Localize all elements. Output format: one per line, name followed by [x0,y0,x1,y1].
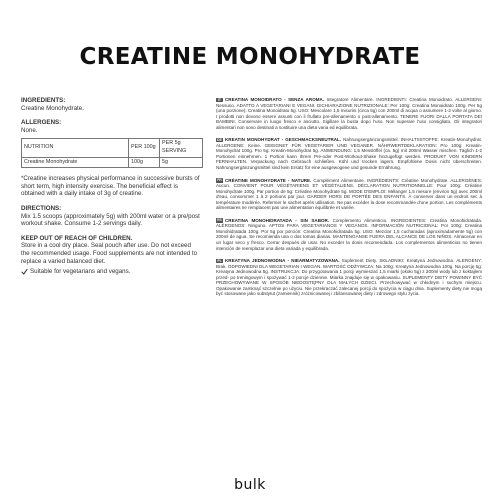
language-code-badge: ES [217,218,222,223]
table-header-cell: PER 5g SERVING [160,139,203,157]
section-heading: CREATINA MONOHIDRATADA - SIN SABOR. [225,217,330,223]
section-text: Suplement Diety. SKŁADNIKI: Kreatyna Jednowodna. ALERGENY: Brak. ODPOWIEDNI DLA WEGETARIAN I WEGAN. WARTOŚĆ ODŻYWCZA: Na 100g: Kreatyna Jednowodna 100g. Na porcję 5g: Kreatyna Jednowodna 5g. INSTRUKCJA: Do przygotowania 1 porcji wymieszać 1,5 miarki (około 5g) z 200ml wody lub z koktajlem przed- po treningowym i spożywać 1-2 porcje dziennie. Miarka znajduje się w opakowaniu. SUPLEMENTY DIETY POWINNY BYĆ PRZECHOWYWANE W SPOSÓB NIEDOSTĘPNY DLA MAŁYCH DZIECI. Przechowywać w chłodnym i suchym miejscu. Opakowanie zamknąć szczelnie po użyciu. Nie przekraczać zalecanej porcji do spożycia w ciągu dnia. Suplementy diety nie mogą być stosowane jako substytut (zamiennik) zróżnicowanej i zbilansowanej diety i zdrowego stylu życia. [216,258,482,297]
language-code-badge: IT [217,97,221,102]
warning-heading: KEEP OUT OF REACH OF CHILDREN. [21,234,133,242]
creatine-claim-text: *Creatine increases physical performance in successive bursts of short term, high intensity exercise. The beneficial effect is obtained with a daily intake of 3g of creatine. [21,175,200,198]
section-heading: CREATINA MONOIDRATO - SENZA AROMA. [225,97,325,102]
directions-heading: DIRECTIONS: [21,204,62,212]
section-text: Integratore Alimentare. INGREDIENTI: Creatina Monoidrato. ALLERGENI: Nessuno. ADATTO A VEGETARIANI E VEGANI. DICHIARAZIONE NUTRIZIONALE: Per 100g: Creatina Monoidrato 100g. Per 5g (una porzione): Creatina Monoidrato 5g. USO: Mescolare 1,5 misurini (circa 5g) con 200ml di acqua o assumere 1-2 volte al giorno. I prodotti non devono essere assunti con il frullato pre-allenamento o post-allenamento. TENERE FUORI DALLA PORTATA DEI BAMBINI. Conservare in luogo fresco e asciutto. Sigillare la busta dopo l'uso. Non superare l'uso consigliato. Gli integratori alimentari non sono destinati a sostituire una dieta varia ed equilibrata. [216,97,483,130]
english-label-column [21,97,201,276]
nutrition-table [21,138,203,168]
table-cell: 5g [160,157,203,168]
section-polish [216,258,482,297]
section-heading: KREATYNA JEDNOWODNA - NIEARMATYZOWANA. [225,258,340,264]
language-code-badge: DE [217,137,222,142]
section-heading: CRÉATINE MONOHYDRATE - NATURE. [225,177,312,183]
table-header-cell: PER 100g [129,139,160,157]
section-heading: KREATIN MONOHYDRAT - GESCHMACKSNEUTRAL. [225,137,342,143]
table-header-cell: NUTRITION [22,139,129,157]
brand-logo: bulk [234,477,266,493]
directions-text: Mix 1.5 scoops (approximately 5g) with 200ml water or a pre/post workout shake. Consume 1-2 servings daily. [21,212,200,228]
section-spanish [216,218,482,251]
language-code-badge: FR [217,178,222,183]
section-text: Nahrungsergänzungsmittel. INHALTSSTOFFE: Kreatin-Monohydrat. ALLERGENE: Keine. GEEIGNET FÜR VEGETARIER UND VEGANER. NÄHRWERTDEKLARATION: Pro 100g: Kreatin-Monohydrat 100g. Pro 5g: Kreatin-Monohydrat 5g. ANWENDUNG: 1,5 Messlöffel (ca. 5g) mit 200ml Wasser mischen. Täglich 1-2 Portionen einnehmen. 1 Portion kann Ihrem Pre-oder Post-Workout-Shake hinzugefügt werden. PRODUKT VON KINDERN FERNHALTEN. Verpackung nach Gebrauch schließen. Kühl und trocken lagern. Empfohlene Dosis nicht überschreiten. Nahrungsergänzungsmittel sind kein Ersatz für eine ausgewogene und gesunde Ernährung. [216,137,482,171]
section-text: Complément Alimentaire. INGRÉDIENTS: Créatine Monohydrate. ALLERGÈNES: Aucun. CONVIENT POUR VÉGÉTARIENS ET VÉGÉTALIENS. DÉCLARATION NUTRITIONNELLE: Pour 100g: Créatine Monohydrate 100g. Par portion de 5g: Créatine Monohydrate 5g. MODE D'EMPLOI: Mélanger 1,5 mesure (environ 5g) avec 200ml d'eau, consommer 1 à 2 portions par jour. GARDER HORS DE PORTÉE DES ENFANTS. À conserver dans un endroit sec à température modérée. Refermer le sachet après utilisation. Ne pas excéder la dose recommandée d'une portion. Les compléments alimentaires ne remplacent pas une alimentation équilibrée et variée. [216,177,482,211]
table-cell: Creatine Monohydrate [22,157,129,168]
translations-column [216,97,482,304]
section-italian [216,97,482,130]
section-french [216,178,482,211]
allergens-text: None. [21,126,38,134]
allergens-heading: ALLERGENS: [21,119,62,127]
language-code-badge: PL [217,258,222,263]
warning-text: Store in a cool dry place. Seal pouch after use. Do not exceed the recommended usage. Food supplements are not intended to replace a varied balanced diet. [21,242,198,265]
nutrition-table-header [22,139,203,157]
table-cell: 100g [129,157,160,168]
vegan-text: Suitable for vegetarians and vegans. [30,268,131,276]
section-text: Complemento Alimenticio. INGREDIENTES: Creatina Monohidratada. ALÉRGENOS: Ninguno. APTOS PARA VEGETARIANOS Y VEGANOS. INFORMACIÓN NUTRICIONAL: Por 100g: Creatina Monohidratada 100g. Por 5g por porción: Creatina Monohidratada 5g. USO: Mezclar 1,5 cucharadas (aproximadamente 5g) con 200ml de agua. Se recomienda una o dos tomas diarias. MANTENGANSE FUERA DEL ALCANCE DE LOS NIÑOS. Almacenar en un lugar seco y fresco. Cerrar después de usar. No exceder la dosis recomendada. Los complementos alimenticios no tienen intención de reemplazar una dieta variada y equilibrada. [216,217,482,251]
ingredients-heading: INGREDIENTS: [21,97,66,104]
check-mark-icon [21,268,28,275]
product-title: CREATINE MONOHYDRATE [79,44,421,70]
ingredients-text: Creatine Monohydrate. [21,104,84,112]
table-row [22,157,203,168]
section-german [216,137,482,170]
vegan-suitability [21,268,201,276]
